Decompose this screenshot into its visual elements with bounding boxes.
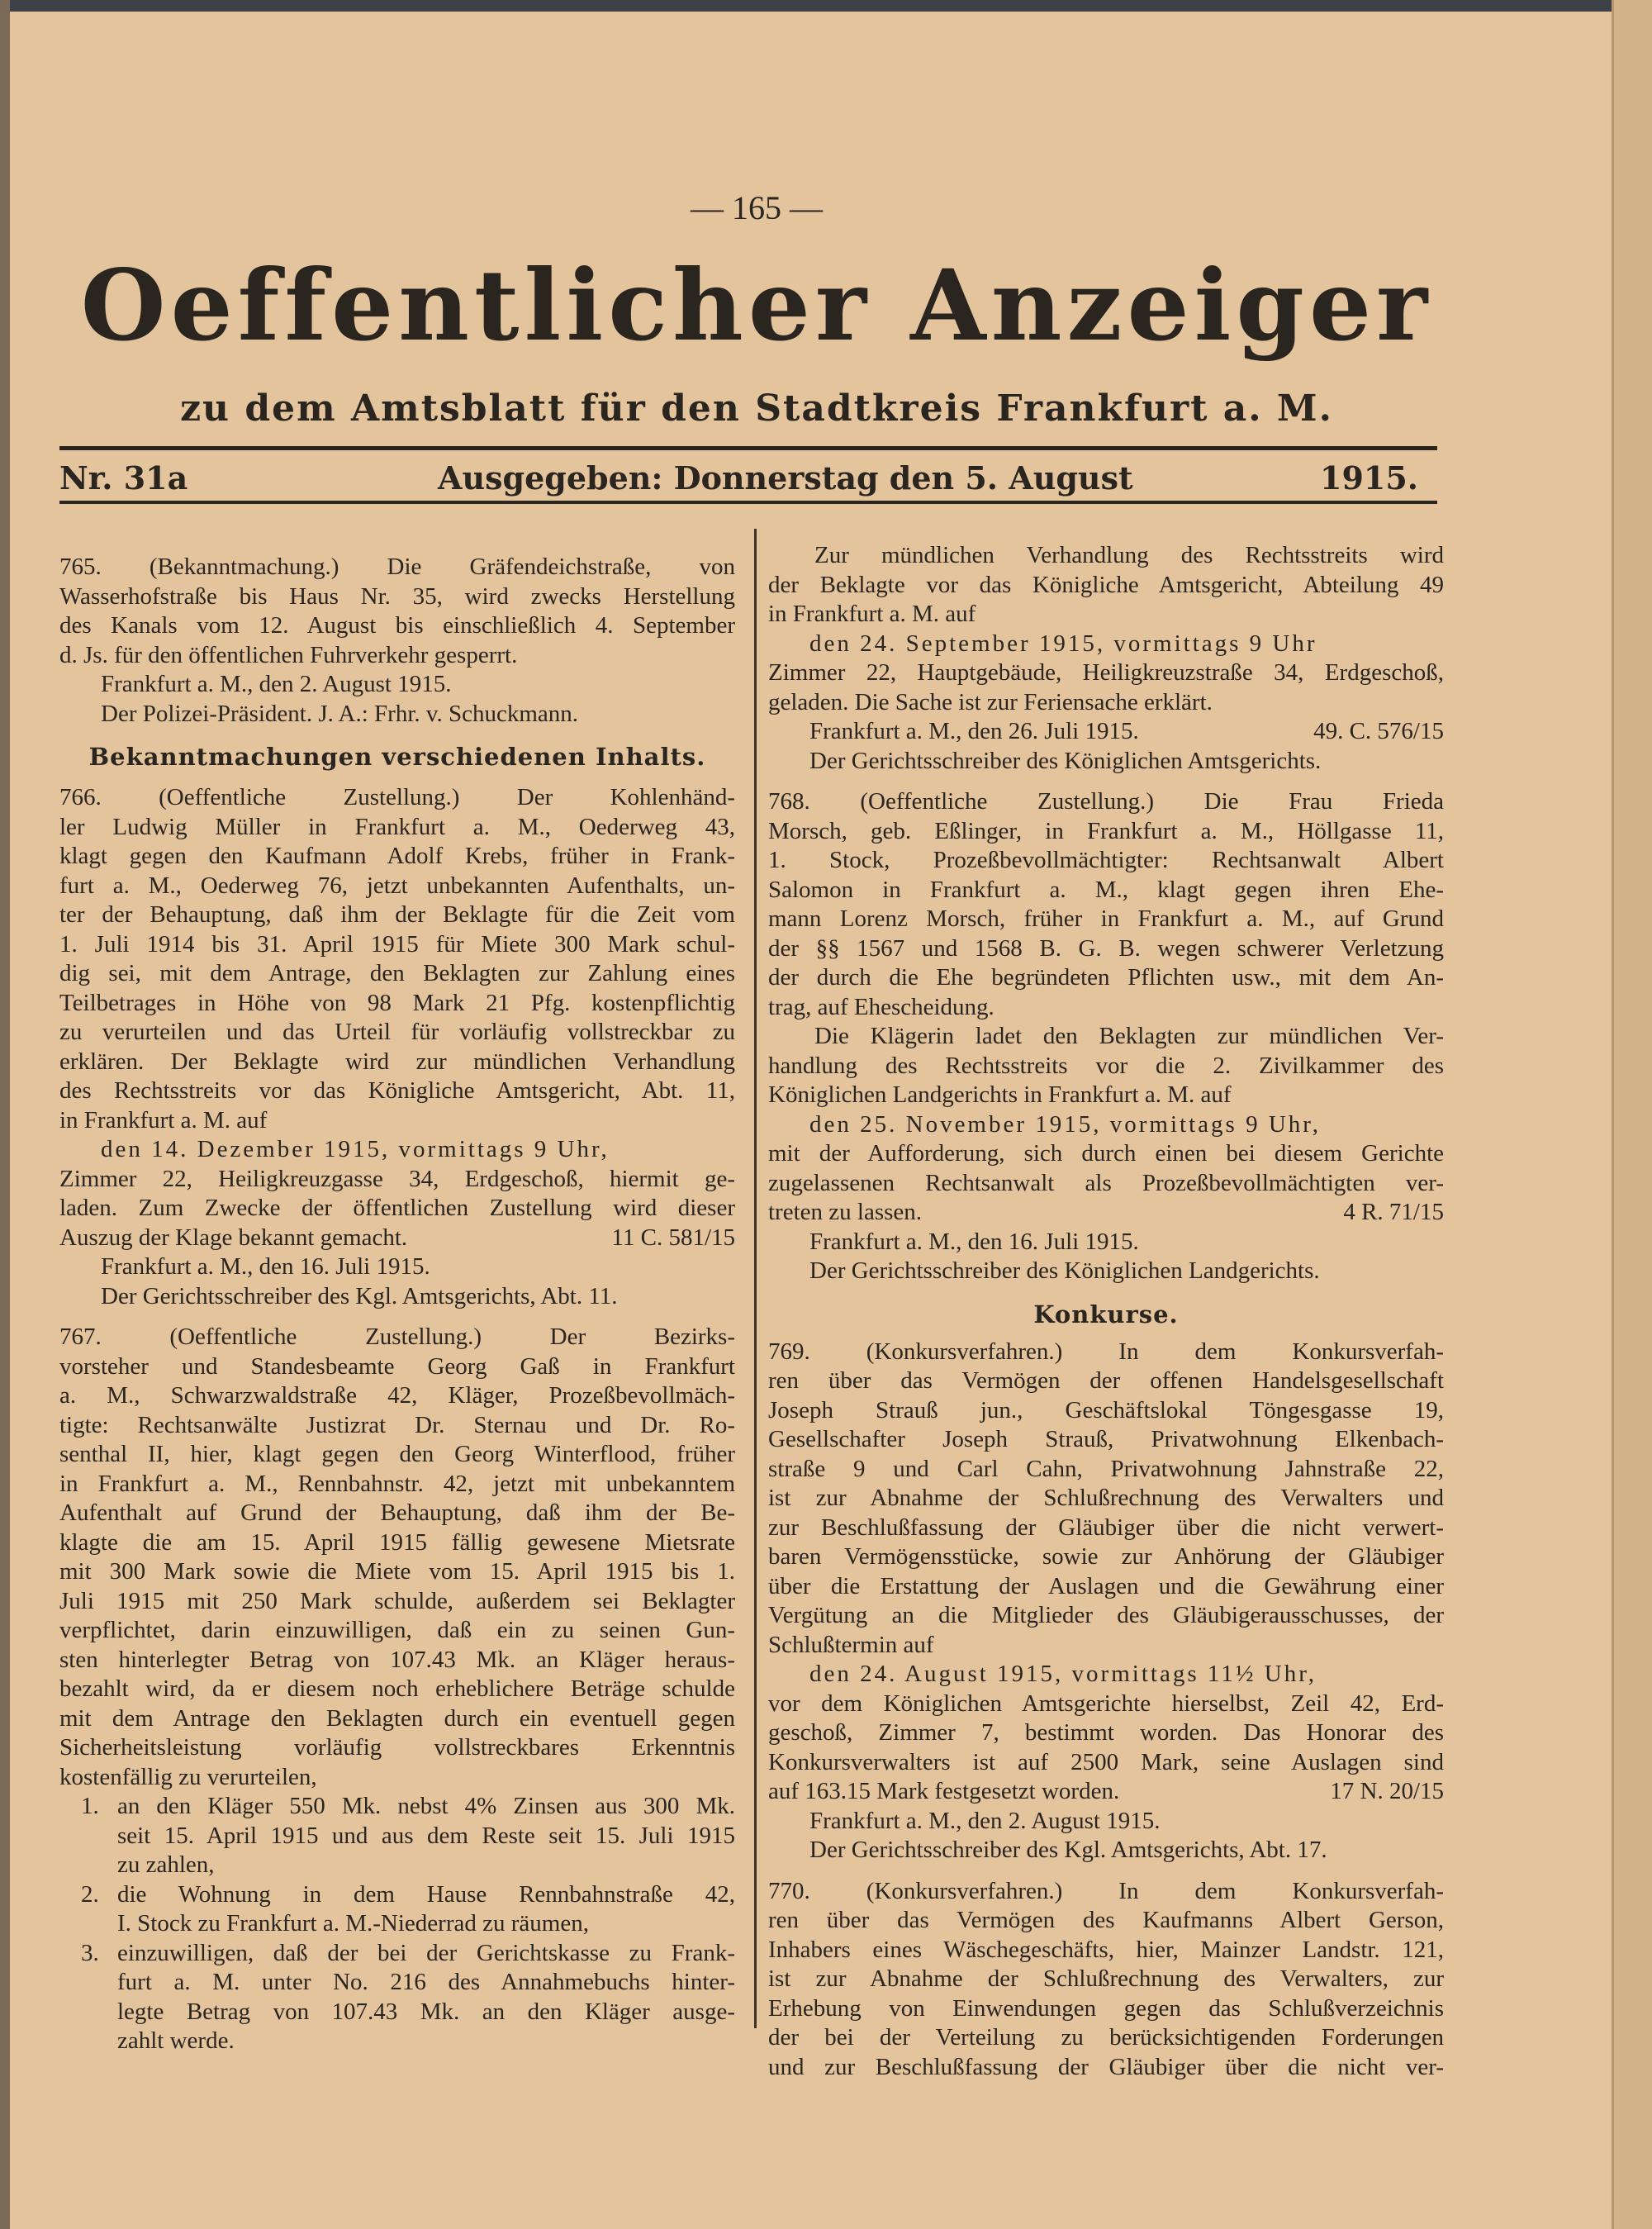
text-line: einzuwilligen, daß der bei der Gerichtskasse zu Frank- <box>117 1939 735 1966</box>
text-line: Morsch, geb. Eßlinger, in Frankfurt a. M., Höllgasse 11, <box>768 817 1444 844</box>
sig-block <box>59 700 735 730</box>
notice-paragraph <box>59 783 735 1135</box>
case-reference: 17 N. 20/15 <box>1330 1778 1444 1804</box>
para-block <box>59 1165 735 1253</box>
issue-year: 1915. <box>1320 459 1418 497</box>
line-text: Auszug der Klage bekannt gemacht. <box>59 1224 408 1251</box>
text-line: Schlußtermin auf <box>768 1631 934 1658</box>
text-line: d. Js. für den öffentlichen Fuhrverkehr gesperrt. <box>59 641 518 668</box>
case-reference: 49. C. 576/15 <box>1313 718 1444 744</box>
text-line: mann Lorenz Morsch, früher in Frankfurt a. M., auf Grund <box>768 905 1444 932</box>
text-line: in Frankfurt a. M., Rennbahnstr. 42, jetzt mit unbekanntem <box>59 1470 735 1497</box>
text-line: Gesellschafter Joseph Strauß, Privatwohnung Elkenbach- <box>768 1426 1444 1452</box>
text-line: Der Gerichtsschreiber des Königlichen Landgerichts. <box>809 1257 1320 1284</box>
text-line: des Kanals vom 12. August bis einschließlich 4. September <box>59 612 735 639</box>
text-line: den 25. November 1915, vormittags 9 Uhr, <box>809 1110 1322 1138</box>
text-line: geschoß, Zimmer 7, bestimmt worden. Das Honorar des <box>768 1719 1444 1746</box>
masthead-rule-top <box>59 446 1437 450</box>
text-line: 1. Juli 1914 bis 31. April 1915 für Miete 300 Mark schul- <box>59 930 735 958</box>
list-number: 1. <box>81 1793 99 1819</box>
text-line: Konkursverwalters ist auf 2500 Mark, seine Auslagen sind <box>768 1748 1444 1775</box>
text-line: Frankfurt a. M., den 2. August 1915. <box>809 1807 1161 1834</box>
text-line <box>768 1198 1444 1228</box>
para-block <box>768 1139 1444 1228</box>
text-line: dig sei, mit dem Antrage, den Beklagten zur Zahlung eines <box>59 960 735 986</box>
issue-date: Ausgegeben: Donnerstag den 5. August <box>438 459 1133 497</box>
place-block <box>768 1228 1444 1257</box>
text-line: trag, auf Ehescheidung. <box>768 993 995 1020</box>
text-line: seit 15. April 1915 und aus dem Reste seit 15. Juli 1915 <box>117 1822 735 1849</box>
text-line: die Wohnung in dem Hause Rennbahnstraße 42, <box>117 1880 735 1908</box>
line-text: treten zu lassen. <box>768 1199 923 1225</box>
text-line: furt a. M. unter No. 216 des Annahmebuchs hinter- <box>117 1969 735 1995</box>
line-text: auf 163.15 Mark festgesetzt worden. <box>768 1778 1120 1804</box>
column-divider <box>754 529 757 2028</box>
text-line: mit dem Antrage den Beklagten durch ein eventuell gegen <box>59 1704 735 1732</box>
text-line: in Frankfurt a. M. auf <box>59 1106 268 1134</box>
text-line: den 14. Dezember 1915, vormittags 9 Uhr, <box>101 1136 610 1162</box>
numbered-list <box>59 1792 735 2056</box>
text-line: I. Stock zu Frankfurt a. M.-Niederrad zu räumen, <box>117 1910 589 1937</box>
text-line: zahlt werde. <box>117 2027 235 2054</box>
para-block <box>768 1338 1444 1661</box>
text-line: über die Erstattung der Auslagen und die Gewährung einer <box>768 1572 1444 1599</box>
text-line: Frankfurt a. M., den 2. August 1915. <box>101 671 452 697</box>
notice-paragraph <box>768 1877 1444 2083</box>
list-item <box>59 1792 735 1880</box>
dateline-block <box>768 1110 1444 1140</box>
text-line: handlung des Rechtsstreits vor die 2. Zivilkammer des <box>768 1052 1444 1079</box>
text-line: ren über das Vermögen des Kaufmanns Albert Gerson, <box>768 1907 1444 1933</box>
text-line: 767. (Oeffentliche Zustellung.) Der Bezirks- <box>59 1324 735 1350</box>
text-line: Aufenthalt auf Grund der Behauptung, daß ihm der Be- <box>59 1499 735 1526</box>
text-line: Zimmer 22, Hauptgebäude, Heiligkreuzstraße 34, Erdgeschoß, <box>768 659 1444 686</box>
notice-paragraph <box>59 553 735 670</box>
text-line: Der Polizei-Präsident. J. A.: Frhr. v. Schuckmann. <box>101 700 579 727</box>
notice-paragraph <box>768 787 1444 1022</box>
text-line: 765. (Bekanntmachung.) Die Gräfendeichstraße, von <box>59 554 735 580</box>
text-line: an den Kläger 550 Mk. nebst 4% Zinsen aus 300 Mk. <box>117 1793 735 1819</box>
text-line: Wasserhofstraße bis Haus Nr. 35, wird zwecks Herstellung <box>59 582 735 610</box>
page-number: — 165 — <box>691 189 823 226</box>
text-line: verpflichtet, darin einzuwilligen, daß ein zu seinen Gun- <box>59 1617 735 1643</box>
text-line: 769. (Konkursverfahren.) In dem Konkursverfah- <box>768 1338 1444 1365</box>
sig-block <box>768 1836 1444 1865</box>
text-line: zu zahlen, <box>117 1851 215 1878</box>
text-line: ter der Behauptung, daß ihm der Beklagte für die Zeit vom <box>59 901 735 928</box>
cont-block <box>768 541 1444 630</box>
text-line: zugelassenen Rechtsanwalt als Prozeßbevollmächtigten ver- <box>768 1169 1444 1196</box>
dateline-block <box>768 1660 1444 1690</box>
text-line: und zur Beschlußfassung der Gläubiger über die nicht ver- <box>768 2053 1444 2080</box>
list-item <box>59 1939 735 2056</box>
text-line: a. M., Schwarzwaldstraße 42, Kläger, Prozeßbevollmäch- <box>59 1382 735 1409</box>
text-line: Sicherheitsleistung vorläufig vollstreckbares Erkenntnis <box>59 1734 735 1761</box>
text-line: klagte die am 15. April 1915 fällig gewesene Mietsrate <box>59 1528 735 1556</box>
case-reference: 11 C. 581/15 <box>611 1224 735 1251</box>
text-line: baren Vermögensstücke, sowie zur Anhörung der Gläubiger <box>768 1543 1444 1570</box>
text-line: ler Ludwig Müller in Frankfurt a. M., Oederweg 43, <box>59 813 735 840</box>
text-line: furt a. M., Oederweg 76, jetzt unbekannten Aufenthalts, un- <box>59 872 735 899</box>
text-line <box>768 1777 1444 1807</box>
text-line: Salomon in Frankfurt a. M., klagt gegen ihren Ehe- <box>768 876 1444 903</box>
text-line: Frankfurt a. M., den 16. Juli 1915. <box>809 1228 1139 1255</box>
text-line: straße 9 und Carl Cahn, Privatwohnung Jahnstraße 22, <box>768 1455 1444 1482</box>
right-column <box>768 541 1444 2082</box>
text-line: sten hinterlegter Betrag von 107.43 Mk. an Kläger heraus- <box>59 1646 735 1673</box>
text-line: 766. (Oeffentliche Zustellung.) Der Kohlenhänd- <box>59 784 735 810</box>
notice-paragraph <box>59 1323 735 1792</box>
text-line: klagt gegen den Kaufmann Adolf Krebs, früher in Frank- <box>59 843 735 869</box>
para-block <box>768 658 1444 717</box>
text-line: Vergütung an die Mitglieder des Gläubigerausschusses, der <box>768 1602 1444 1628</box>
list-number: 3. <box>81 1939 99 1966</box>
text-line: Erhebung von Einwendungen gegen das Schlußverzeichnis <box>768 1994 1444 2022</box>
text-line: kostenfällig zu verurteilen, <box>59 1763 317 1790</box>
text-line <box>59 1224 735 1253</box>
text-line: zu verurteilen und das Urteil für vorläufig vollstreckbar zu <box>59 1019 735 1045</box>
text-line: Der Gerichtsschreiber des Königlichen Amtsgerichts. <box>809 747 1322 774</box>
list-item <box>59 1880 735 1939</box>
text-line: vorsteher und Standesbeamte Georg Gaß in Frankfurt <box>59 1352 735 1380</box>
text-line: 768. (Oeffentliche Zustellung.) Die Frau Frieda <box>768 788 1444 815</box>
sig-block <box>768 747 1444 777</box>
place-block <box>768 717 1444 747</box>
dateline-block <box>59 1135 735 1165</box>
text-line: den 24. August 1915, vormittags 11½ Uhr, <box>809 1661 1317 1687</box>
text-line: der bei der Verteilung zu berücksichtigenden Forderungen <box>768 2024 1444 2051</box>
text-line: bezahlt wird, da er diesem noch erheblichere Beträge schulde <box>59 1675 735 1702</box>
text-line: Frankfurt a. M., den 16. Juli 1915. <box>101 1253 430 1280</box>
text-line: den 24. September 1915, vormittags 9 Uhr <box>809 630 1317 657</box>
text-line <box>768 717 1444 747</box>
text-line: vor dem Königlichen Amtsgerichte hierselbst, Zeil 42, Erd- <box>768 1690 1444 1717</box>
section-heading: Bekanntmachungen verschiedenen Inhalts. <box>88 743 706 771</box>
sig-block <box>768 1257 1444 1286</box>
text-line: erklären. Der Beklagte wird zur mündlichen Verhandlung <box>59 1048 735 1075</box>
issue-number: Nr. 31a <box>59 459 188 497</box>
line-text: Frankfurt a. M., den 26. Juli 1915. <box>809 718 1139 744</box>
text-line: Teilbetrages in Höhe von 98 Mark 21 Pfg. kostenpflichtig <box>59 989 735 1016</box>
scan-top-edge <box>0 0 1652 12</box>
text-line: legte Betrag von 107.43 Mk. an den Kläger ausge- <box>117 1998 735 2025</box>
text-line: Juli 1915 mit 250 Mark schulde, außerdem sei Beklagter <box>59 1587 735 1614</box>
masthead-rule-bottom <box>59 501 1437 504</box>
text-line: Die Klägerin ladet den Beklagten zur mündlichen Ver- <box>814 1023 1444 1049</box>
place-block <box>59 670 735 700</box>
place-block <box>59 1252 735 1282</box>
text-line: Der Gerichtsschreiber des Kgl. Amtsgerichts, Abt. 11. <box>101 1282 618 1309</box>
text-line: geladen. Die Sache ist zur Feriensache erklärt. <box>768 688 1213 715</box>
cont-block <box>768 1022 1444 1110</box>
text-line: 1. Stock, Prozeßbevollmächtigter: Rechtsanwalt Albert <box>768 847 1444 873</box>
text-line: senthal II, hier, klagt gegen den Georg Winterflood, früher <box>59 1441 735 1467</box>
para-block <box>768 1690 1444 1807</box>
case-reference: 4 R. 71/15 <box>1343 1199 1444 1225</box>
text-line: Zur mündlichen Verhandlung des Rechtsstreits wird <box>814 542 1444 568</box>
masthead-title: Oeffentlicher Anzeiger <box>80 248 1433 363</box>
text-line: zur Beschlußfassung der Gläubiger über die nicht verwert- <box>768 1514 1444 1541</box>
text-line: mit der Aufforderung, sich durch einen bei diesem Gerichte <box>768 1140 1444 1167</box>
sig-block <box>59 1282 735 1312</box>
dateline-block <box>768 630 1444 659</box>
text-line: der Beklagte vor das Königliche Amtsgericht, Abteilung 49 <box>768 571 1444 598</box>
place-block <box>768 1807 1444 1837</box>
text-line: Zimmer 22, Heiligkreuzgasse 34, Erdgeschoß, hiermit ge- <box>59 1165 735 1192</box>
text-line: Inhabers eines Wäschegeschäfts, hier, Mainzer Landstr. 121, <box>768 1936 1444 1963</box>
text-line: 770. (Konkursverfahren.) In dem Konkursverfah- <box>768 1877 1444 1904</box>
text-line: in Frankfurt a. M. auf <box>768 601 976 627</box>
text-line: ist zur Abnahme der Schlußrechnung des Verwalters und <box>768 1485 1444 1511</box>
scan-binding-edge <box>1612 0 1652 2229</box>
text-line: der §§ 1567 und 1568 B. G. B. wegen schwerer Verletzung <box>768 934 1444 962</box>
text-line: Königlichen Landgerichts in Frankfurt a. M. auf <box>768 1081 1232 1108</box>
left-column <box>59 541 735 2056</box>
section-heading: Konkurse. <box>1033 1300 1179 1328</box>
text-line: ren über das Vermögen der offenen Handelsgesellschaft <box>768 1367 1444 1394</box>
list-number: 2. <box>81 1880 99 1908</box>
text-line: Der Gerichtsschreiber des Kgl. Amtsgerichts, Abt. 17. <box>809 1837 1327 1863</box>
text-line: des Rechtsstreits vor das Königliche Amtsgericht, Abt. 11, <box>59 1077 735 1104</box>
text-line: der durch die Ehe begründeten Pflichten usw., mit dem An- <box>768 964 1444 991</box>
text-line: Joseph Strauß jun., Geschäftslokal Töngesgasse 19, <box>768 1396 1444 1423</box>
masthead-subtitle: zu dem Amtsblatt für den Stadtkreis Frankfurt a. M. <box>180 387 1333 430</box>
text-line: mit 300 Mark sowie die Miete vom 15. April 1915 bis 1. <box>59 1558 735 1585</box>
text-line: tigte: Rechtsanwälte Justizrat Dr. Sternau und Dr. Ro- <box>59 1411 735 1438</box>
text-line: ist zur Abnahme der Schlußrechnung des Verwalters, zur <box>768 1965 1444 1992</box>
text-line: laden. Zum Zwecke der öffentlichen Zustellung wird dieser <box>59 1195 735 1221</box>
